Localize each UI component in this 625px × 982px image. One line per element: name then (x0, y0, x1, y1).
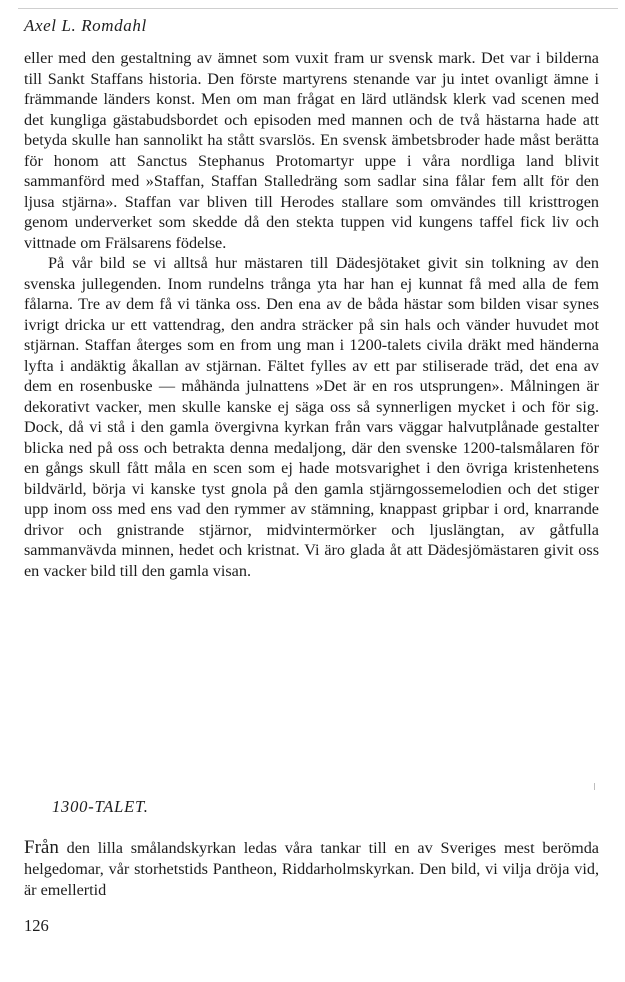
page-number: 126 (24, 916, 49, 935)
top-rule (18, 8, 618, 9)
body-text (24, 48, 599, 581)
running-head: Axel L. Romdahl (24, 16, 147, 35)
section-text (24, 838, 599, 900)
initial-word: Från (24, 837, 59, 858)
section-paragraph: den lilla smålandskyrkan ledas våra tankar till en av Sveriges mest berömda helgedomar, vår storhetstids Pantheon, Riddarholmskyrkan. Den bild, vi vilja dröja vid, är emellertid (24, 839, 599, 899)
section-heading: 1300-TALET. (52, 797, 149, 816)
paragraph-2: På vår bild se vi alltså hur mästaren till Dädesjötaket givit sin tolkning av den svenska jullegenden. Inom rundelns trånga yta har han ej kunnat få med alla de fem fålarna. Tre av dem få vi tänka oss. Den ena av de båda hästar som bilden visar synes ivrigt dricka ur ett vattendrag, den andra sträcker på sin hals och vänder huvudet mot stjärnan. Staffan återges som en from ung man i 1200-talets civila dräkt med händerna lyfta i andäktig åkallan av stjärnan. Fältet fylles av ett par stiliserade träd, det ena av dem en rosenbuske — måhända julnattens »Det är en ros utsprungen». Målningen är dekorativt vacker, men skulle kanske ej säga oss så synnerligen mycket i och för sig. Dock, då vi stå i den gamla övergivna kyrkan från vars väggar halvutplånade gestalter blicka ned på oss och betrakta denna medaljong, där den svenske 1200-talsmålaren för en gångs skull fått måla en scen som ej hade motsvarighet i den övriga kristenhetens bildvärld, börja vi kanske tyst gnola på den gamla stjärngossemelodien och det stiger upp inom oss med ens vad den rymmer av stämning, knappast gripbar i ord, knarrande drivor och gnistrande stjärnor, midvintermörker och ljuslängtan, av gåtfulla sammanvävda minnen, hedet och kristnat. Vi äro glada åt att Dädesjömästaren givit oss en vacker bild till den gamla visan. (24, 254, 599, 580)
margin-mark (594, 783, 595, 790)
paragraph-1: eller med den gestaltning av ämnet som vuxit fram ur svensk mark. Det var i bilderna till Sankt Staffans historia. Den förste martyrens stenande var ju intet ovanligt ämne i främmande länders konst. Men om man frågat en lärd utländsk klerk vad scenen med det kungliga gästabudsbordet och episoden med mannen och de två hästarna hade att betyda skulle han sannolikt ha stått svarslös. En svensk ämbetsbroder hade måst berätta för honom att Sanctus Stephanus Protomartyr uppe i våra nordliga land blivit sammanförd med »Staffan, Staffan Stalledräng som sadlar sina fålar fem allt för den ljusa stjärna». Staffan var bliven till Herodes stallare som omvändes till kristtrogen genom underverket som skedde då den stekta tuppen vid kungens taffel fick liv och vittnade om Frälsarens födelse. (24, 49, 599, 252)
